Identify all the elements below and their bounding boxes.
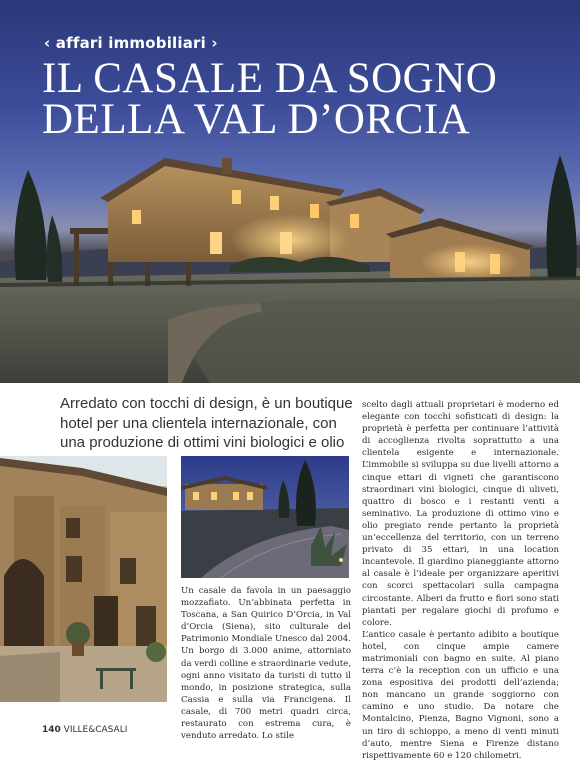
garden-path-photo [181, 456, 349, 578]
stone-facade-illustration [0, 456, 167, 702]
page-footer [42, 725, 127, 735]
body-paragraph: scelto dagli attuali proprietari è moderno ed elegante con tocchi sofisticati di design: la proprietà è perfetta per continuare l’attività di accoglienza rivolta soprattutto a una clientela esigente e internazionale. L’immobile si sviluppa su due livelli attorno a cinque ettari di vigneti che garantiscono straordinari vini biologici, cinque di uliveti, quattro di bosco e i restanti venti a seminativo. La produzione di ottimo vino e olio pregiato rende pertanto la proprietà un’eccellenza del territorio, con un terreno privato di 35 ettari, in una location incantevole. Il giardino pianeggiante attorno al casale è l’ideale per organizzare aperitivi con scorci spettacolari sulla campagna circostante. Alberi da frutto e fiori sono stati piantati per regalare giochi di profumo e colore. [362, 400, 559, 628]
section-label: ‹ affari immobiliari › [44, 34, 218, 52]
page-number: 140 [42, 725, 61, 735]
body-column-middle [181, 585, 351, 742]
courtyard-photo [0, 456, 167, 702]
body-paragraph: L’antico casale è pertanto adibito a boutique hotel, con cinque ampie camere matrimoniali con bagno en suite. Al piano terra c’è la reception con un ufficio e una zona espositiva dei prodotti dell’azienda; non mancano un grande soggiorno con camino e uno studio. Da notare che Montalcino, Pienza, Bagno Vignoni, sono a un tiro di schioppo, a meno di venti minuti d’auto, mentre Siena e Firenze distano rispettivamente 60 e 120 chilometri. [362, 629, 559, 761]
page-title: IL CASALE DA SOGNO DELLA VAL D’ORCIA [42, 55, 498, 143]
magazine-name: VILLE&CASALI [63, 725, 128, 735]
lead-paragraph: Arredato con tocchi di design, è un boutique hotel per una clientela internazionale, con una produzione di ottimi vini biologici e olio [60, 395, 353, 451]
body-paragraph: Un casale da favola in un paesaggio mozzafiato. Un’abbinata perfetta in Toscana, a San Quirico D’Orcia, in Val d’Orcia (Siena), sito culturale del Patrimonio Mondiale Unesco dal 2004. Un borgo di 3.000 anime, attorniato da verdi colline e straordinarie vedute, ogni anno visitato da turisti di tutto il mondo, in posizione strategica, sulla Cassia e sulla via Francigena. Il casale, di 700 metri quadri circa, restaurato con estrema cura, è venduto arredato. Lo stile [181, 586, 351, 742]
body-column-right [362, 399, 559, 762]
night-garden-illustration [181, 456, 349, 578]
